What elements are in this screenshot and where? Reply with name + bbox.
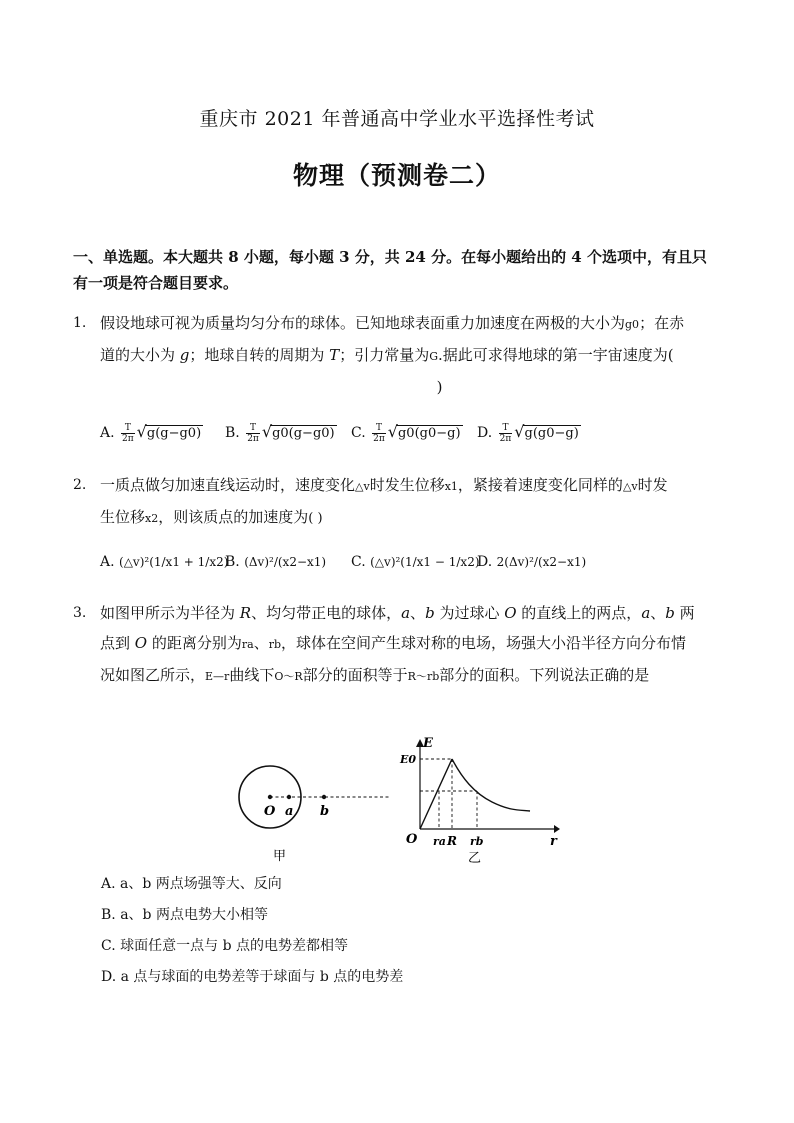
option-label: D. — [477, 554, 493, 570]
sqrt-icon: √ — [387, 422, 398, 441]
exam-subtitle: 重庆市 2021 年普通高中学业水平选择性考试 — [199, 108, 595, 130]
option-a[interactable]: A. a、b 两点场强等大、反向 — [101, 876, 282, 892]
label-b: b — [320, 804, 330, 819]
stem-text: 、 — [410, 604, 426, 622]
symbol-g0: g0 — [625, 318, 640, 331]
stem-text: ；在赤 — [639, 314, 685, 332]
label-E0: E0 — [400, 753, 417, 766]
sqrt-icon: √ — [514, 422, 525, 441]
stem-text: 的直线上的两点， — [516, 604, 642, 622]
fraction — [246, 423, 260, 444]
stem-text: 况如图乙所示， — [100, 666, 206, 684]
option-b[interactable]: B. a、b 两点电势大小相等 — [101, 907, 268, 923]
radicand: g0(g−g0) — [272, 426, 335, 441]
symbol-a: a — [401, 604, 411, 622]
stem-text: 部分的面积等于 — [302, 666, 408, 684]
symbol-G: G — [429, 350, 438, 363]
radicand: g0(g0−g) — [397, 426, 461, 441]
option-label: D. — [477, 425, 493, 441]
option-formula: (△v)²(1/x1 − 1/x2) — [370, 555, 480, 569]
label-rb: rb — [470, 835, 484, 848]
symbol-OR: O～R — [274, 670, 303, 683]
symbol-g: g — [179, 346, 190, 364]
symbol-T: T — [329, 346, 340, 364]
stem-text: 部分的面积。下列说法正确的是 — [439, 666, 650, 684]
label-ra: ra — [433, 835, 446, 848]
symbol-rb: rb — [268, 638, 282, 651]
question-2 — [73, 470, 723, 534]
stem-text: .据此可求得地球的第一宇宙速度为( — [438, 346, 674, 364]
symbol-x1: x1 — [444, 480, 458, 493]
symbol-x2: x2 — [145, 512, 159, 525]
section-heading — [73, 244, 723, 296]
stem-text: 为过球心 — [434, 604, 505, 622]
stem-text: 、均匀带正电的球体， — [251, 604, 402, 622]
radicand: g(g0−g) — [524, 426, 579, 441]
question-3-figure — [230, 733, 570, 872]
option-c[interactable] — [351, 554, 480, 570]
stem-text: ，球体在空间产生球对称的电场，场强大小沿半径方向分布情 — [281, 634, 687, 652]
stem-text: 一质点做匀加速直线运动时，速度变化 — [100, 476, 356, 494]
symbol-O: O — [134, 634, 148, 652]
option-label: C. — [351, 425, 366, 441]
fraction — [372, 423, 386, 444]
stem-text: 道的大小为 — [100, 346, 180, 364]
question-1 — [73, 308, 723, 402]
option-b[interactable] — [225, 422, 337, 444]
label-r: r — [550, 834, 557, 849]
stem-text: 、 — [253, 634, 269, 652]
stem-text: ；引力常量为 — [339, 346, 430, 364]
label-a: a — [285, 804, 294, 819]
stem-text: 、 — [650, 604, 666, 622]
field-diagram — [230, 733, 570, 868]
question-number: 2. — [73, 477, 87, 493]
symbol-O: O — [504, 604, 517, 622]
label-R: R — [447, 834, 457, 848]
question-stem — [100, 470, 723, 534]
linear-segment — [420, 759, 452, 829]
r-axis-arrow-icon — [554, 825, 560, 833]
frac-den: 2π — [499, 433, 512, 444]
symbol-Rrb: R～rb — [407, 670, 440, 683]
sqrt-icon: √ — [136, 422, 147, 441]
stem-text: ，则该质点的加速度为 — [158, 508, 309, 526]
radicand: g(g−g0) — [146, 426, 202, 441]
stem-text: ，紧接着速度变化同样的 — [457, 476, 623, 494]
stem-text: 的距离分别为 — [147, 634, 242, 652]
frac-den: 2π — [373, 433, 385, 444]
frac-num: T — [246, 423, 260, 434]
exam-title: 物理（预测卷二） — [292, 161, 501, 190]
option-b[interactable] — [225, 554, 326, 570]
question-number: 3. — [73, 605, 87, 621]
option-c[interactable] — [351, 422, 463, 444]
stem-text: 时发 — [637, 476, 668, 494]
stem-text: 点到 — [100, 634, 135, 652]
fraction — [499, 423, 513, 444]
answer-bracket-close: ) — [436, 378, 443, 396]
stem-text: ；地球自转的周期为 — [189, 346, 330, 364]
symbol-b: b — [425, 604, 435, 622]
question-stem — [100, 308, 723, 402]
frac-num: T — [372, 423, 386, 434]
option-label: A. — [100, 425, 115, 441]
label-E: E — [423, 736, 433, 751]
option-label: C. — [351, 554, 366, 570]
stem-text: 时发生位移 — [369, 476, 445, 494]
option-label: A. — [100, 554, 115, 570]
symbol-R: R — [239, 604, 252, 622]
section-heading-line2: 有一项是符合题目要求。 — [73, 274, 239, 292]
section-heading-line1: 一、单选题。本大题共 8 小题，每小题 3 分，共 24 分。在每小题给出的 4 个选项中，有且只 — [73, 248, 707, 266]
symbol-dv: △v — [355, 480, 370, 493]
option-d[interactable]: D. a 点与球面的电势差等于球面与 b 点的电势差 — [101, 969, 404, 985]
option-d[interactable] — [477, 422, 581, 444]
question-stem — [100, 598, 723, 692]
stem-text: 两 — [674, 604, 695, 622]
option-label: B. — [225, 425, 240, 441]
option-formula: 2(Δv)²/(x2−x1) — [496, 555, 587, 569]
label-origin-O: O — [406, 832, 418, 847]
stem-text: 假设地球可视为质量均匀分布的球体。已知地球表面重力加速度在两极的大小为 — [100, 314, 626, 332]
frac-den: 2π — [247, 433, 259, 444]
symbol-a: a — [641, 604, 651, 622]
option-formula: (△v)²(1/x1 + 1/x2) — [119, 555, 229, 569]
symbol-Er: E—r — [205, 670, 230, 683]
option-c[interactable]: C. 球面任意一点与 b 点的电势差都相等 — [101, 938, 348, 954]
caption-jia: 甲 — [273, 849, 287, 864]
answer-bracket: ( ) — [308, 511, 323, 526]
frac-den: 2π — [122, 433, 134, 444]
decay-curve — [452, 759, 530, 811]
stem-text: 曲线下 — [229, 666, 275, 684]
stem-text: 如图甲所示为半径为 — [100, 604, 240, 622]
option-label: B. — [225, 554, 240, 570]
symbol-b: b — [665, 604, 675, 622]
sqrt-icon: √ — [261, 422, 273, 441]
question-3 — [73, 598, 723, 692]
option-a[interactable] — [100, 422, 203, 444]
question-number: 1. — [73, 315, 87, 331]
symbol-ra: ra — [241, 638, 254, 651]
stem-text: 生位移 — [100, 508, 146, 526]
symbol-dv: △v — [622, 480, 638, 493]
option-a[interactable] — [100, 554, 228, 570]
frac-num: T — [499, 423, 513, 434]
caption-yi: 乙 — [468, 851, 482, 866]
option-d[interactable] — [477, 554, 586, 570]
frac-num: T — [121, 423, 135, 434]
fraction — [121, 423, 135, 444]
label-O: O — [264, 804, 276, 819]
option-formula: (Δv)²/(x2−x1) — [244, 555, 327, 569]
